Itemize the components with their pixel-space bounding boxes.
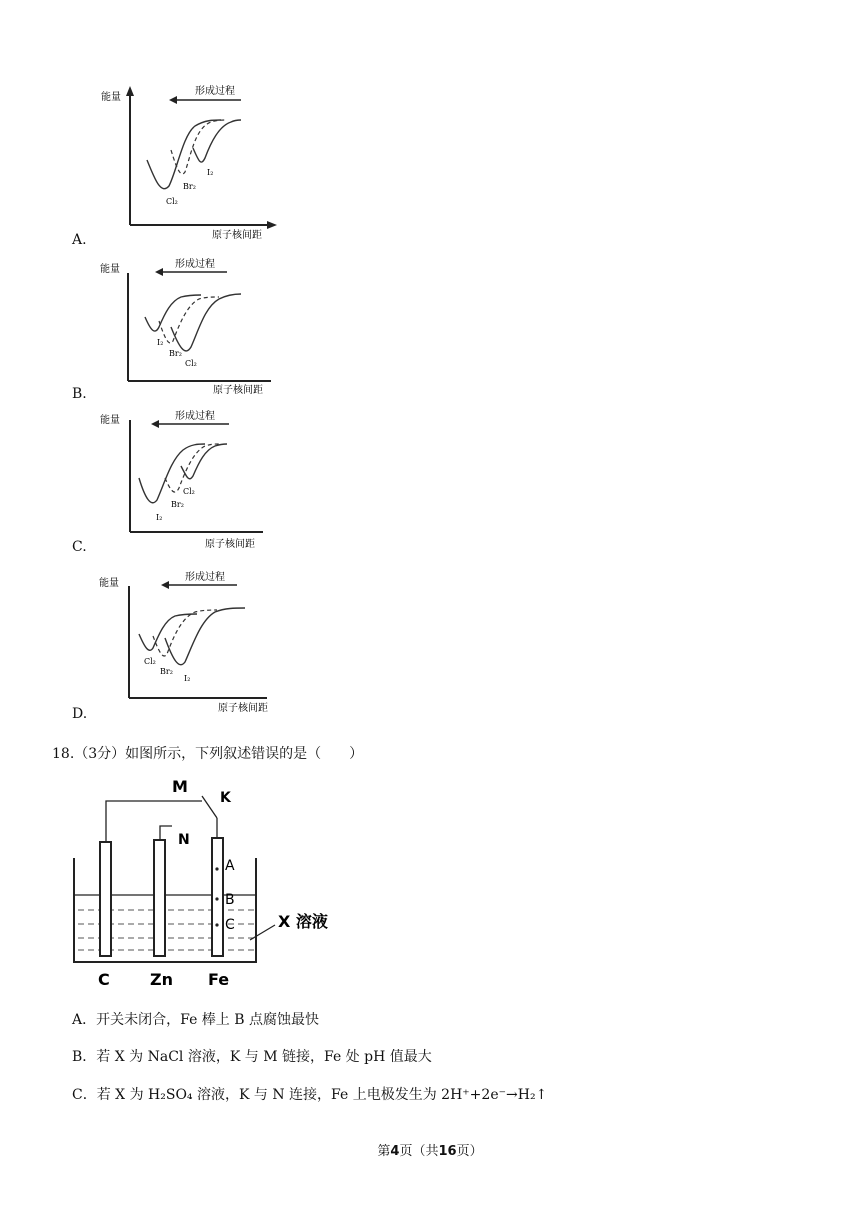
label-br2: Br₂ — [183, 182, 196, 191]
option-d-letter: D. — [72, 706, 88, 722]
x-axis-label: 原子核间距 — [218, 703, 268, 714]
label-electrode-c: C — [98, 970, 110, 989]
label-m: M — [172, 777, 188, 796]
electrochem-diagram — [60, 772, 350, 992]
label-i2: I₂ — [157, 338, 164, 347]
option-b-letter: B. — [72, 386, 87, 402]
option-letter: A． — [72, 1012, 97, 1028]
option-content: 若 X 为 NaCl 溶液，K 与 M 链接，Fe 处 pH 值最大 — [96, 1049, 432, 1065]
option-a-text — [72, 1009, 319, 1029]
formation-arrowhead — [151, 420, 159, 428]
question-18-title: 18.（3分）如图所示，下列叙述错误的是（ ） — [52, 746, 364, 762]
graph-option-d — [95, 568, 295, 718]
option-c-letter: C. — [72, 539, 87, 555]
option-letter: C． — [72, 1087, 97, 1103]
curve-br2 — [153, 610, 217, 656]
electrode-c-rod — [100, 842, 111, 956]
label-c: C — [225, 917, 235, 933]
curve-cl2 — [171, 294, 241, 351]
point-b — [215, 897, 218, 900]
switch-k-arm — [202, 796, 217, 818]
formation-arrowhead — [169, 96, 177, 104]
curve-cl2 — [181, 444, 227, 479]
footer-prefix: 第 — [377, 1144, 391, 1159]
formation-label: 形成过程 — [195, 86, 235, 97]
curve-cl2 — [147, 120, 221, 189]
solution-pointer — [250, 925, 275, 940]
point-a — [215, 867, 218, 870]
label-electrode-zn: Zn — [150, 970, 173, 989]
label-cl2: Cl₂ — [183, 487, 195, 496]
electrode-fe-rod — [212, 838, 223, 956]
label-x-solution: X 溶液 — [278, 912, 328, 931]
label-br2: Br₂ — [160, 667, 173, 676]
x-axis-label: 原子核间距 — [213, 385, 263, 396]
label-br2: Br₂ — [171, 500, 184, 509]
y-axis-arrowhead — [126, 86, 134, 96]
y-axis-label: 能量 — [99, 578, 119, 589]
graph-option-c — [95, 402, 295, 552]
option-a-letter: A. — [72, 232, 87, 248]
label-i2: I₂ — [207, 168, 214, 177]
axes — [130, 420, 263, 532]
label-b: B — [225, 892, 235, 908]
formation-arrowhead — [155, 268, 163, 276]
formation-label: 形成过程 — [175, 411, 215, 422]
label-k: K — [220, 790, 231, 806]
x-axis-label: 原子核间距 — [205, 539, 255, 550]
graph-option-b — [95, 255, 295, 400]
label-i2: I₂ — [184, 674, 191, 683]
curve-br2 — [171, 120, 227, 174]
axes — [129, 586, 267, 698]
wire-n — [160, 826, 172, 840]
page-footer — [0, 1140, 860, 1159]
footer-total-pages: 16 — [438, 1144, 457, 1159]
formation-arrowhead — [161, 581, 169, 589]
curve-i2 — [165, 608, 245, 665]
curve-br2 — [165, 444, 219, 492]
formation-label: 形成过程 — [175, 259, 215, 270]
footer-suffix: 页） — [456, 1144, 483, 1159]
curve-i2 — [193, 120, 241, 162]
point-c — [215, 923, 218, 926]
curve-i2 — [139, 444, 205, 503]
option-letter: B． — [72, 1049, 97, 1065]
label-electrode-fe: Fe — [208, 970, 230, 989]
label-a: A — [225, 858, 235, 874]
graph-option-a — [95, 80, 295, 245]
formation-label: 形成过程 — [185, 572, 225, 583]
option-content: 开关未闭合，Fe 棒上 B 点腐蚀最快 — [96, 1012, 319, 1028]
label-cl2: Cl₂ — [185, 359, 197, 368]
footer-middle: 页（共 — [399, 1144, 439, 1159]
footer-page-number: 4 — [390, 1144, 400, 1159]
label-cl2: Cl₂ — [166, 197, 178, 206]
label-i2: I₂ — [156, 513, 163, 522]
axes — [130, 92, 273, 225]
option-b-text — [72, 1046, 432, 1066]
option-c-text — [72, 1084, 547, 1104]
x-axis-label: 原子核间距 — [212, 230, 262, 241]
electrode-zn-rod — [154, 840, 165, 956]
y-axis-label: 能量 — [100, 415, 120, 426]
label-br2: Br₂ — [169, 349, 182, 358]
y-axis-label: 能量 — [101, 92, 121, 103]
curve-br2 — [159, 297, 219, 343]
curve-i2 — [145, 295, 201, 331]
option-content: 若 X 为 H₂SO₄ 溶液，K 与 N 连接，Fe 上电极发生为 2H⁺+2e⁻→H₂↑ — [96, 1087, 548, 1103]
x-axis-arrowhead — [267, 221, 277, 229]
label-n: N — [178, 832, 190, 848]
label-cl2: Cl₂ — [144, 657, 156, 666]
y-axis-label: 能量 — [100, 264, 120, 275]
